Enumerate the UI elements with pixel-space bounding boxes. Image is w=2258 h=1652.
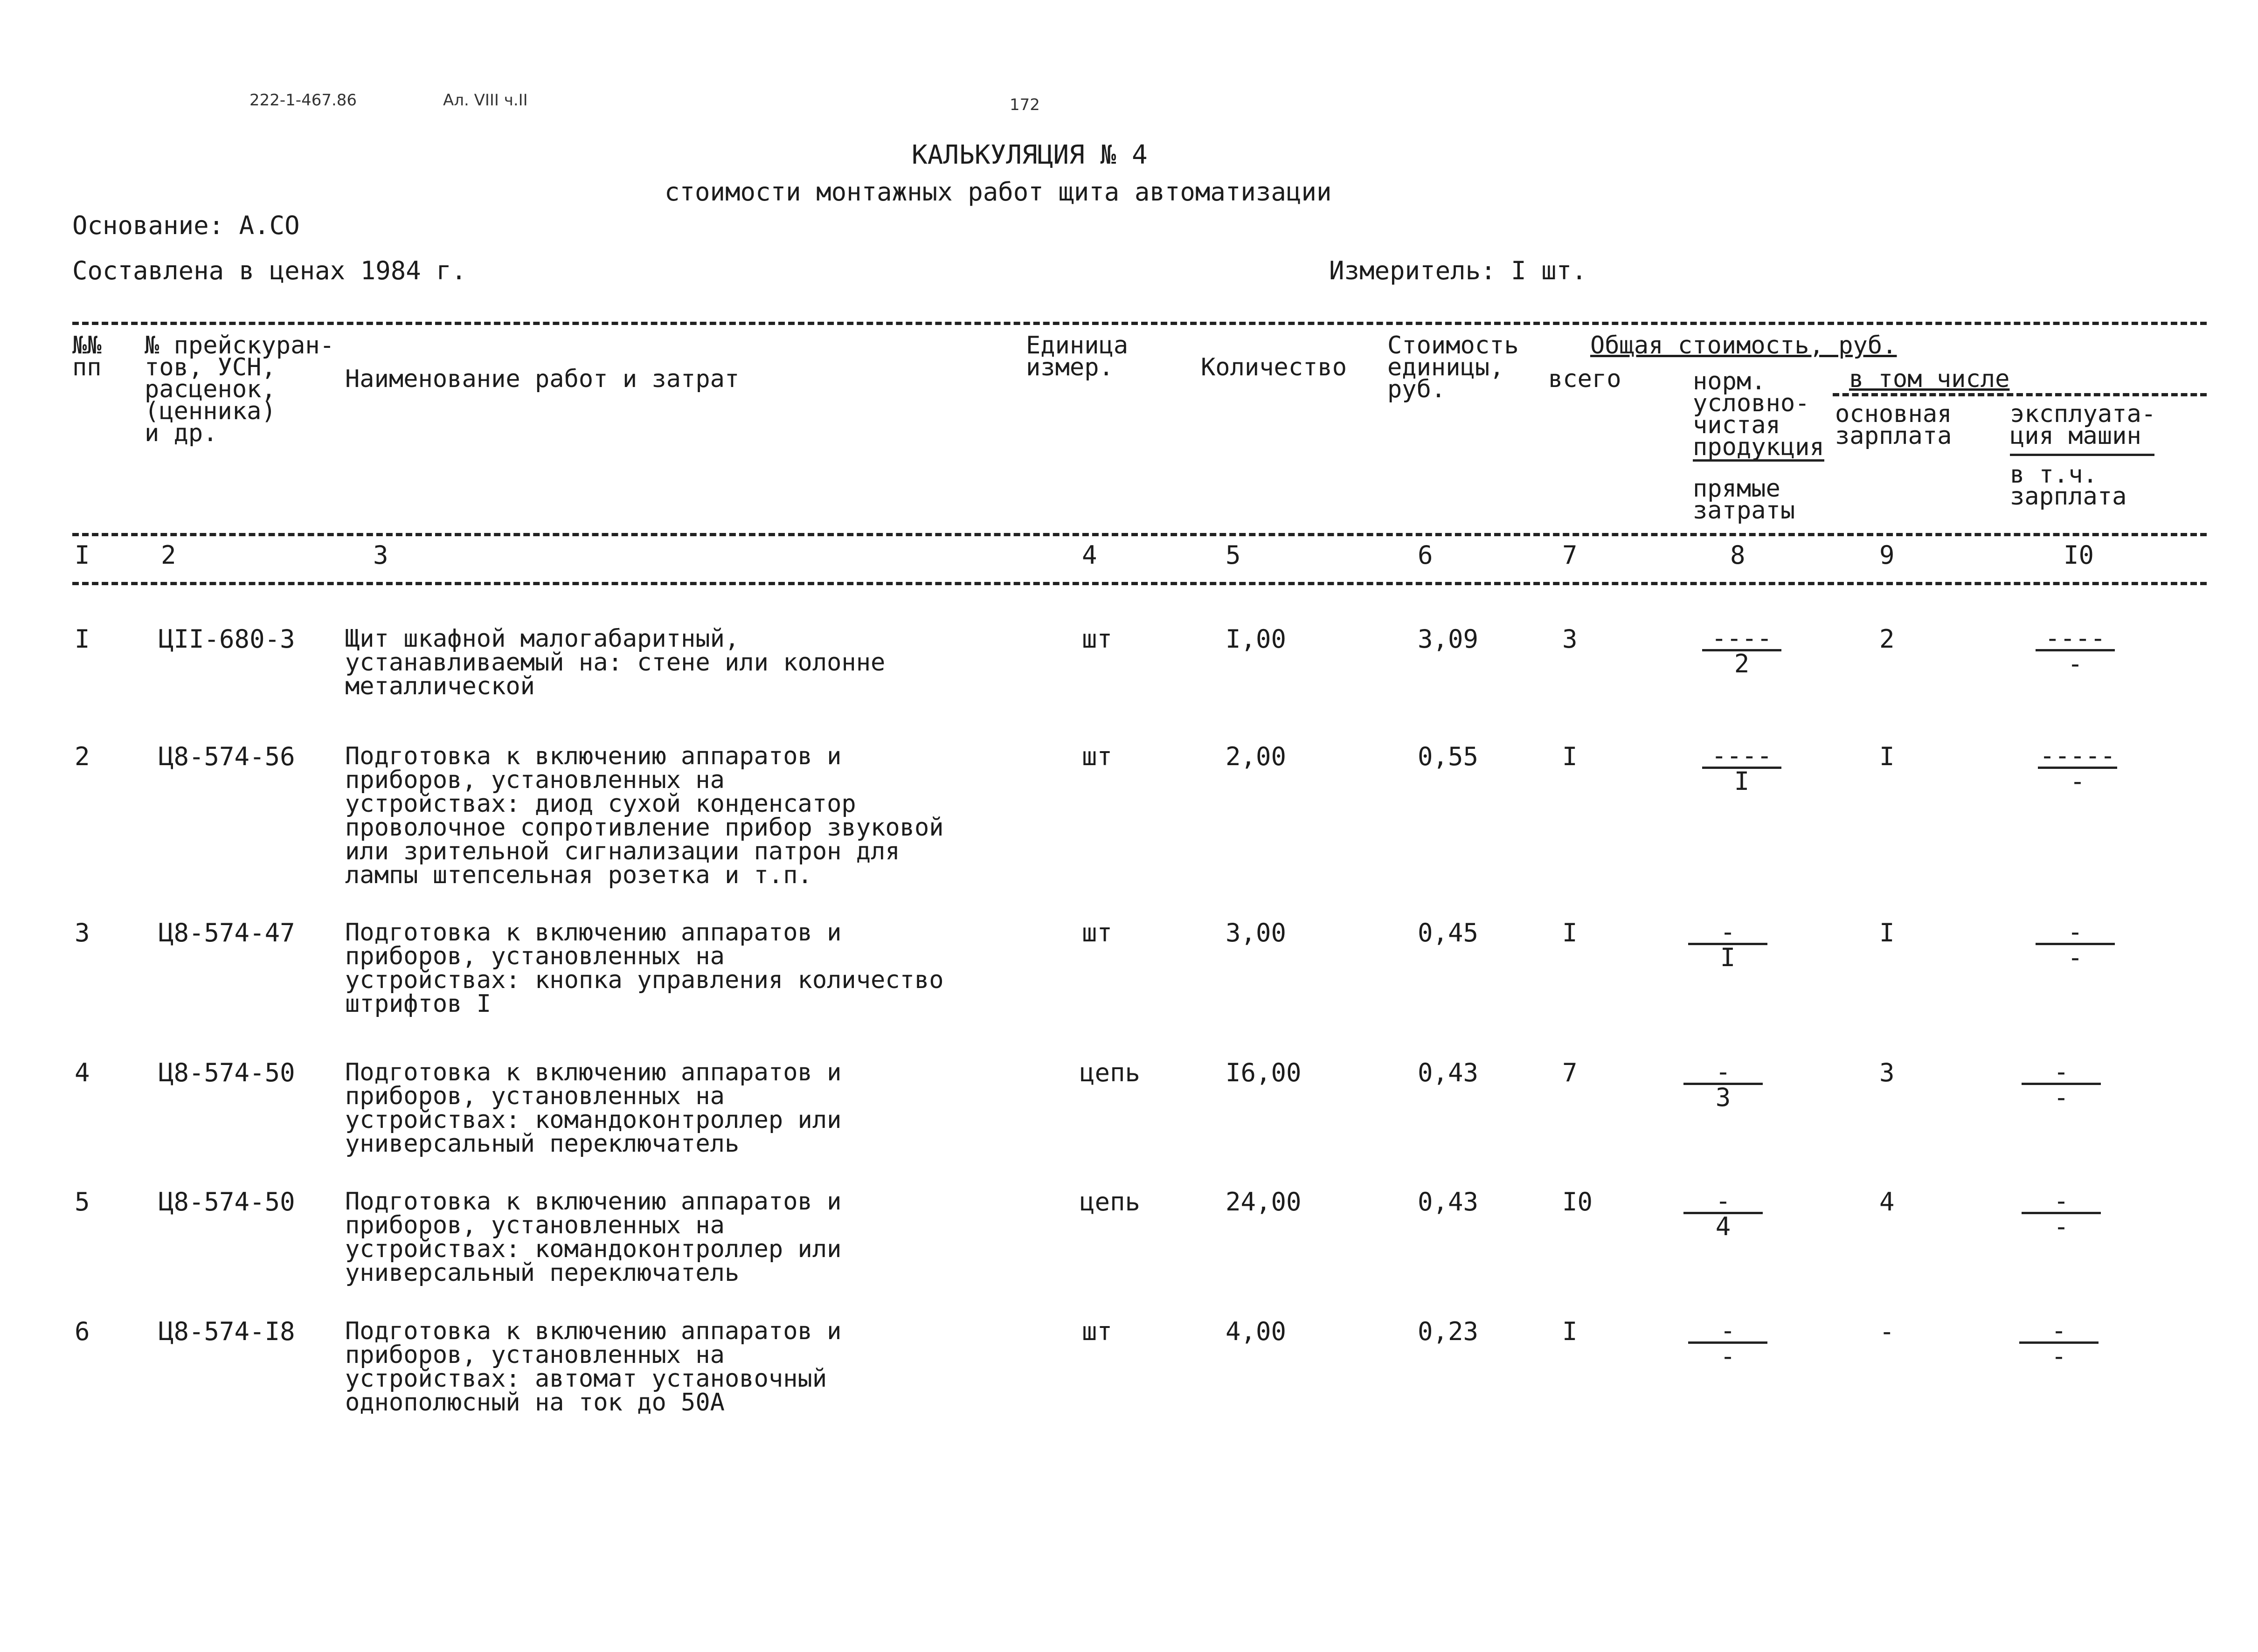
row-2-net-output-top: ---- bbox=[1702, 743, 1781, 769]
row-4-machine-operation bbox=[2022, 1059, 2101, 1110]
row-6-machine-operation bbox=[2019, 1318, 2099, 1369]
col-number-1: I bbox=[75, 540, 90, 570]
row-5-machine-operation-top: - bbox=[2022, 1189, 2101, 1214]
row-6-unit: шт bbox=[1082, 1317, 1113, 1346]
row-5-machine-operation bbox=[2022, 1186, 2101, 1241]
prices-line: Составлена в ценах 1984 г. bbox=[72, 256, 467, 285]
col-header-including: в том числе bbox=[1849, 365, 2010, 393]
col-header-number: №№ пп bbox=[72, 332, 102, 381]
album-reference: Ал. VIII ч.II bbox=[443, 91, 528, 110]
row-3-unit: шт bbox=[1082, 918, 1113, 947]
row-1-machine-salary: - bbox=[2067, 649, 2083, 678]
row-2-unit-cost: 0,55 bbox=[1418, 742, 1479, 771]
row-4-unit: цепь bbox=[1080, 1058, 1141, 1087]
including-rule bbox=[1833, 393, 2207, 396]
col-header-base-salary: основная зарплата bbox=[1835, 400, 1952, 450]
row-5-quantity: 24,00 bbox=[1226, 1187, 1302, 1217]
row-2-unit: шт bbox=[1082, 742, 1113, 771]
row-1-net-output bbox=[1702, 623, 1781, 678]
row-1-direct-costs: 2 bbox=[1734, 649, 1750, 678]
row-2-machine-salary: - bbox=[2070, 767, 2085, 796]
row-3-number: 3 bbox=[75, 918, 90, 947]
row-1-total: 3 bbox=[1562, 624, 1578, 654]
row-4-name: Подготовка к включению аппаратов и приборов, установленных на устройствах: командоконтроллер или универсальный переключатель bbox=[345, 1058, 842, 1158]
net-output-underline bbox=[1693, 459, 1824, 462]
row-1-machine-operation-top: ---- bbox=[2036, 626, 2115, 651]
column-numbers-rule bbox=[72, 582, 2207, 585]
row-1-code: ЦII-680-3 bbox=[159, 624, 295, 654]
row-2-number: 2 bbox=[75, 742, 90, 771]
row-4-code: Ц8-574-50 bbox=[159, 1058, 295, 1087]
basis-line: Основание: А.СО bbox=[72, 211, 300, 240]
row-4-base-salary: 3 bbox=[1879, 1058, 1895, 1087]
row-3-net-output bbox=[1688, 919, 1767, 970]
page-subtitle: стоимости монтажных работ щита автоматизации bbox=[665, 177, 1332, 207]
col-header-net-output: норм. условно- чистая продукция bbox=[1693, 367, 1824, 461]
row-3-machine-operation-top: - bbox=[2036, 919, 2115, 945]
row-5-base-salary: 4 bbox=[1879, 1187, 1895, 1217]
row-6-quantity: 4,00 bbox=[1226, 1317, 1287, 1346]
col-number-7: 7 bbox=[1562, 540, 1578, 570]
row-2-code: Ц8-574-56 bbox=[159, 742, 295, 771]
row-6-machine-salary: - bbox=[2051, 1341, 2067, 1371]
row-4-machine-salary: - bbox=[2053, 1083, 2069, 1112]
row-6-net-output bbox=[1688, 1318, 1767, 1369]
row-5-direct-costs: 4 bbox=[1715, 1212, 1731, 1241]
row-5-code: Ц8-574-50 bbox=[159, 1187, 295, 1217]
row-6-net-output-top: - bbox=[1688, 1318, 1767, 1344]
row-2-machine-operation-top: ----- bbox=[2038, 743, 2117, 769]
col-header-quantity: Количество bbox=[1201, 353, 1347, 381]
row-3-name: Подготовка к включению аппаратов и приборов, установленных на устройствах: кнопка управления количество штрифтов I bbox=[345, 919, 944, 1018]
row-3-code: Ц8-574-47 bbox=[159, 918, 295, 947]
row-5-name: Подготовка к включению аппаратов и приборов, установленных на устройствах: командоконтроллер или универсальный переключатель bbox=[345, 1188, 842, 1287]
row-6-code: Ц8-574-I8 bbox=[159, 1317, 295, 1346]
row-3-direct-costs: I bbox=[1720, 943, 1736, 972]
machine-operation-underline bbox=[2010, 454, 2154, 456]
col-header-total: всего bbox=[1548, 365, 1621, 393]
row-6-base-salary: - bbox=[1879, 1317, 1895, 1346]
row-5-net-output bbox=[1683, 1186, 1763, 1241]
col-number-2: 2 bbox=[161, 540, 176, 570]
row-1-unit-cost: 3,09 bbox=[1418, 624, 1479, 654]
col-header-price-list: № прейскуран- тов, УСН, расценок, (ценника) и др. bbox=[145, 332, 334, 447]
row-3-machine-salary: - bbox=[2067, 943, 2083, 972]
col-header-direct-costs: прямые затраты bbox=[1693, 475, 1795, 525]
row-5-total: I0 bbox=[1562, 1187, 1593, 1217]
row-3-quantity: 3,00 bbox=[1226, 918, 1287, 947]
document-code: 222-1-467.86 bbox=[249, 91, 357, 110]
row-3-unit-cost: 0,45 bbox=[1418, 918, 1479, 947]
row-6-number: 6 bbox=[75, 1317, 90, 1346]
row-1-quantity: I,00 bbox=[1226, 624, 1287, 654]
row-3-total: I bbox=[1562, 918, 1578, 947]
row-6-name: Подготовка к включению аппаратов и приборов, установленных на устройствах: автомат установочный однополюсный на ток до 50А bbox=[345, 1317, 842, 1417]
row-6-unit-cost: 0,23 bbox=[1418, 1317, 1479, 1346]
col-header-unit: Единица измер. bbox=[1026, 332, 1129, 381]
col-header-unit-cost: Стоимость единицы, руб. bbox=[1387, 332, 1519, 403]
measure-unit: Измеритель: I шт. bbox=[1329, 256, 1587, 285]
col-number-9: 9 bbox=[1879, 540, 1895, 570]
row-2-net-output bbox=[1702, 743, 1781, 794]
row-1-number: I bbox=[75, 624, 90, 654]
col-number-3: 3 bbox=[373, 540, 388, 570]
row-2-name: Подготовка к включению аппаратов и приборов, установленных на устройствах: диод сухой конденсатор проволочное сопротивление прибор звуковой или зрительной сигнализации патрон для лампы штепсельная розетка и т.п. bbox=[345, 742, 944, 889]
page-number: 172 bbox=[1010, 96, 1040, 114]
col-header-total-cost: Общая стоимость, руб. bbox=[1590, 332, 1897, 359]
row-4-quantity: I6,00 bbox=[1226, 1058, 1302, 1087]
row-4-total: 7 bbox=[1562, 1058, 1578, 1087]
col-number-8: 8 bbox=[1730, 540, 1745, 570]
row-2-base-salary: I bbox=[1879, 742, 1895, 771]
page-title: КАЛЬКУЛЯЦИЯ № 4 bbox=[912, 140, 1148, 170]
row-2-quantity: 2,00 bbox=[1226, 742, 1287, 771]
col-header-work-name: Наименование работ и затрат bbox=[345, 365, 740, 393]
row-1-unit: шт bbox=[1082, 624, 1113, 654]
row-4-number: 4 bbox=[75, 1058, 90, 1087]
col-header-machine-operation: эксплуата- ция машин bbox=[2010, 400, 2156, 450]
row-3-machine-operation bbox=[2036, 919, 2115, 970]
row-4-direct-costs: 3 bbox=[1715, 1083, 1731, 1112]
header-bottom-rule bbox=[72, 533, 2207, 536]
row-5-unit: цепь bbox=[1080, 1187, 1141, 1217]
row-1-name: Щит шкафной малогабаритный, устанавливаемый на: стене или колонне металлической bbox=[345, 625, 886, 700]
row-1-base-salary: 2 bbox=[1879, 624, 1895, 654]
row-2-total: I bbox=[1562, 742, 1578, 771]
row-3-net-output-top: - bbox=[1688, 919, 1767, 945]
row-4-net-output-top: - bbox=[1683, 1059, 1763, 1085]
row-5-net-output-top: - bbox=[1683, 1189, 1763, 1214]
row-2-direct-costs: I bbox=[1734, 767, 1750, 796]
row-6-direct-costs: - bbox=[1720, 1341, 1736, 1371]
row-4-unit-cost: 0,43 bbox=[1418, 1058, 1479, 1087]
row-5-machine-salary: - bbox=[2053, 1212, 2069, 1241]
row-5-number: 5 bbox=[75, 1187, 90, 1217]
col-number-6: 6 bbox=[1418, 540, 1433, 570]
col-number-4: 4 bbox=[1082, 540, 1097, 570]
row-5-unit-cost: 0,43 bbox=[1418, 1187, 1479, 1217]
row-2-machine-operation bbox=[2038, 743, 2117, 794]
row-1-net-output-top: ---- bbox=[1702, 626, 1781, 651]
row-6-machine-operation-top: - bbox=[2019, 1318, 2099, 1344]
row-4-machine-operation-top: - bbox=[2022, 1059, 2101, 1085]
col-header-machine-salary: в т.ч. зарплата bbox=[2010, 461, 2127, 511]
row-1-machine-operation bbox=[2036, 623, 2115, 678]
table-top-rule bbox=[72, 322, 2207, 325]
row-3-base-salary: I bbox=[1879, 918, 1895, 947]
col-number-10: I0 bbox=[2064, 540, 2094, 570]
row-4-net-output bbox=[1683, 1059, 1763, 1110]
col-number-5: 5 bbox=[1226, 540, 1241, 570]
row-6-total: I bbox=[1562, 1317, 1578, 1346]
